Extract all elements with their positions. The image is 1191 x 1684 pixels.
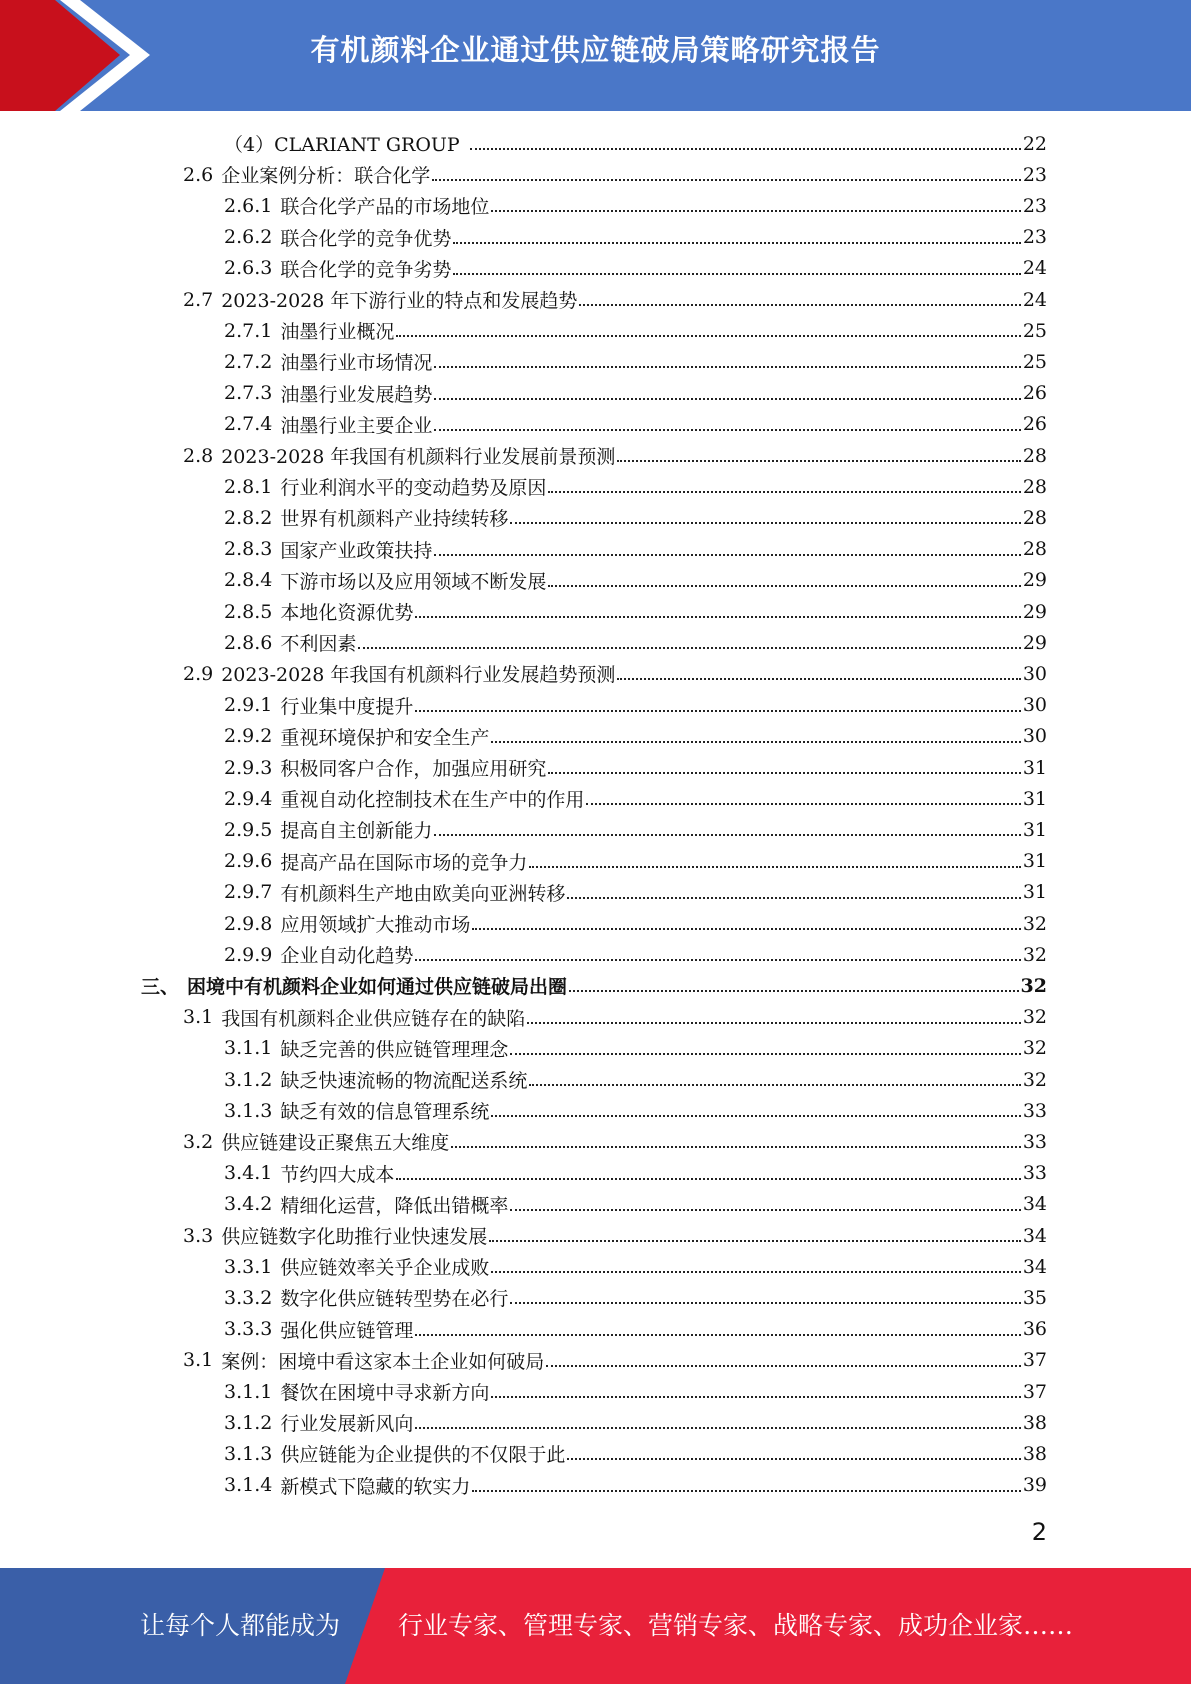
toc-dot-leader	[548, 490, 1020, 493]
toc-entry-title: 行业集中度提升	[280, 695, 414, 718]
toc-entry[interactable]	[224, 721, 1047, 752]
toc-entry-title: 企业自动化趋势	[280, 945, 414, 968]
toc-dot-leader	[472, 927, 1020, 930]
toc-entry-title: 缺乏有效的信息管理系统	[280, 1101, 490, 1124]
toc-entry-number: 2.9.9	[224, 943, 273, 966]
toc-entry-page: 25	[1022, 350, 1047, 373]
toc-entry-title: 企业案例分析：联合化学	[221, 165, 431, 188]
toc-entry[interactable]	[224, 1189, 1047, 1220]
toc-entry-title: 提高自主创新能力	[280, 820, 433, 843]
toc-entry-page: 34	[1022, 1224, 1047, 1247]
toc-entry-page: 23	[1022, 194, 1047, 217]
toc-dot-leader	[491, 1114, 1020, 1117]
toc-entry-page: 32	[1022, 1068, 1047, 1091]
toc-dot-leader	[529, 1083, 1020, 1086]
toc-entry-title: 提高产品在国际市场的竞争力	[280, 851, 528, 874]
toc-entry[interactable]	[141, 970, 1047, 1001]
toc-entry-title: 联合化学产品的市场地位	[280, 196, 490, 219]
toc-dot-leader	[489, 1239, 1021, 1242]
toc-entry[interactable]	[224, 1158, 1047, 1189]
toc-dot-leader	[358, 646, 1020, 649]
toc-entry-number: 2.8	[183, 444, 214, 467]
toc-entry-page: 35	[1022, 1286, 1047, 1309]
report-title: 有机颜料企业通过供应链破局策略研究报告	[310, 33, 881, 67]
toc-entry[interactable]	[224, 409, 1047, 440]
toc-entry[interactable]	[224, 1033, 1047, 1064]
toc-entry-page: 32	[1022, 1006, 1047, 1029]
toc-dot-leader	[415, 709, 1020, 712]
toc-entry-number: 3.1.1	[224, 1037, 273, 1060]
toc-entry-number: 2.9.1	[224, 694, 273, 717]
toc-entry-number: 3.4.2	[224, 1193, 273, 1216]
toc-entry-page: 25	[1022, 319, 1047, 342]
toc-dot-leader	[453, 272, 1020, 275]
toc-entry[interactable]	[224, 814, 1047, 845]
toc-entry-page: 37	[1022, 1349, 1047, 1372]
toc-entry-page: 32	[1022, 1037, 1047, 1060]
toc-entry-number: 2.8.3	[224, 538, 273, 561]
toc-entry[interactable]	[224, 471, 1047, 502]
toc-entry-number: 2.8.1	[224, 475, 273, 498]
toc-dot-leader	[396, 334, 1020, 337]
toc-entry-number: 2.9.4	[224, 787, 273, 810]
toc-entry[interactable]	[224, 378, 1047, 409]
toc-dot-leader	[434, 553, 1020, 556]
toc-entry-title: 困境中有机颜料企业如何通过供应链破局出圈	[187, 976, 568, 999]
toc-dot-leader	[510, 1301, 1020, 1304]
toc-entry[interactable]	[224, 627, 1047, 658]
toc-entry-number: 3.1.2	[224, 1411, 273, 1434]
toc-entry-page: 24	[1022, 288, 1047, 311]
toc-dot-leader	[434, 833, 1020, 836]
toc-entry-page: 36	[1022, 1318, 1047, 1341]
toc-entry-page: 31	[1022, 881, 1047, 904]
toc-entry[interactable]	[224, 1438, 1047, 1469]
toc-entry[interactable]	[224, 783, 1047, 814]
toc-entry-page: 33	[1022, 1099, 1047, 1122]
toc-entry-title: 有机颜料生产地由欧美向亚洲转移	[280, 882, 566, 905]
toc-entry[interactable]	[224, 565, 1047, 596]
toc-entry-page: 22	[1022, 132, 1047, 155]
toc-entry-number: 3.4.1	[224, 1162, 273, 1185]
toc-dot-leader	[548, 771, 1020, 774]
toc-entry-page: 24	[1022, 257, 1047, 280]
toc-dot-leader	[434, 428, 1020, 431]
toc-dot-leader	[415, 615, 1020, 618]
toc-entry[interactable]	[224, 253, 1047, 284]
toc-entry[interactable]	[183, 658, 1047, 689]
toc-entry-number: 2.8.4	[224, 569, 273, 592]
toc-entry-page: 28	[1022, 475, 1047, 498]
toc-entry[interactable]	[224, 222, 1047, 253]
toc-dot-leader	[527, 1021, 1021, 1024]
toc-entry-title: 缺乏快速流畅的物流配送系统	[280, 1070, 528, 1092]
toc-entry-title: 我国有机颜料企业供应链存在的缺陷	[221, 1007, 526, 1030]
toc-dot-leader	[415, 958, 1020, 961]
toc-entry-page: 32	[1022, 943, 1047, 966]
toc-entry-number: 2.7.2	[224, 350, 273, 373]
toc-entry-title: 国家产业政策扶持	[280, 539, 433, 562]
toc-entry[interactable]	[183, 284, 1047, 315]
toc-entry[interactable]	[224, 1064, 1047, 1095]
toc-dot-leader	[567, 1457, 1020, 1460]
toc-entry-number: 2.8.5	[224, 600, 273, 623]
toc-entry[interactable]	[224, 846, 1047, 877]
toc-entry-page: 31	[1022, 850, 1047, 873]
toc-entry-title: 不利因素	[280, 633, 357, 656]
toc-dot-leader	[415, 1333, 1020, 1336]
toc-entry[interactable]	[183, 1002, 1047, 1033]
toc-entry-title: 油墨行业发展趋势	[280, 383, 433, 406]
toc-entry-title: 供应链能为企业提供的不仅限于此	[280, 1444, 566, 1467]
toc-entry-title: 供应链建设正聚焦五大维度	[221, 1132, 450, 1155]
toc-dot-leader	[510, 521, 1020, 524]
toc-entry-title: 下游市场以及应用领域不断发展	[280, 570, 547, 593]
toc-entry-page: 26	[1022, 382, 1047, 405]
toc-entry-number: 3.1.4	[224, 1474, 273, 1497]
toc-entry[interactable]	[224, 190, 1047, 221]
footer-slogan-left: 让每个人都能成为	[140, 1611, 341, 1640]
toc-entry[interactable]	[224, 534, 1047, 565]
toc-entry[interactable]	[224, 1095, 1047, 1126]
toc-entry[interactable]	[224, 1376, 1047, 1407]
toc-entry-number: 3.2	[183, 1130, 214, 1153]
toc-entry[interactable]	[183, 1220, 1047, 1251]
toc-entry-title: 节约四大成本	[280, 1163, 395, 1186]
toc-dot-leader	[415, 1426, 1020, 1429]
toc-entry-number: 2.6.2	[224, 226, 273, 249]
toc-dot-leader	[470, 147, 1021, 150]
toc-dot-leader	[567, 896, 1020, 899]
toc-entry-page: 30	[1022, 694, 1047, 717]
toc-entry-title: 重视环境保护和安全生产	[280, 726, 490, 749]
toc-entry-title: 油墨行业主要企业	[280, 414, 433, 437]
toc-entry-number: 2.8.6	[224, 631, 273, 654]
toc-entry-number: 2.6.3	[224, 257, 273, 280]
toc-entry-number: 2.8.2	[224, 506, 273, 529]
toc-dot-leader	[453, 241, 1020, 244]
toc-entry-number: 2.6.1	[224, 194, 273, 217]
toc-entry-title: 油墨行业市场情况	[280, 352, 433, 375]
toc-entry-title: 供应链效率关乎企业成败	[280, 1257, 490, 1280]
toc-entry-page: 31	[1022, 787, 1047, 810]
toc-entry-number: 3.1.1	[224, 1380, 273, 1403]
toc-entry-page: 23	[1022, 226, 1047, 249]
toc-dot-leader	[396, 1177, 1020, 1180]
toc-entry[interactable]	[224, 1282, 1047, 1313]
toc-entry-page: 26	[1022, 413, 1047, 436]
toc-dot-leader	[510, 1208, 1020, 1211]
toc-entry-number: 3.3.1	[224, 1255, 273, 1278]
toc-entry-title: 供应链数字化助推行业快速发展	[221, 1226, 488, 1248]
toc-entry-page: 31	[1022, 756, 1047, 779]
toc-entry-title: 案例：困境中看这家本土企业如何破局	[221, 1350, 545, 1373]
toc-entry-page: 29	[1022, 631, 1047, 654]
toc-entry-title: 重视自动化控制技术在生产中的作用	[280, 789, 585, 812]
toc-entry-number: 2.9.8	[224, 912, 273, 935]
toc-dot-leader	[472, 1489, 1020, 1492]
toc-entry-page: 32	[1022, 912, 1047, 935]
toc-dot-leader	[491, 209, 1020, 212]
toc-entry-title: 新模式下隐藏的软实力	[280, 1475, 471, 1498]
page-number: 2	[1031, 1518, 1047, 1546]
toc-entry-page: 29	[1022, 600, 1047, 623]
toc-entry-number: 2.9.6	[224, 850, 273, 873]
toc-entry[interactable]	[224, 908, 1047, 939]
toc-dot-leader	[451, 1145, 1021, 1148]
toc-entry-title: 精细化运营，降低出错概率	[280, 1194, 509, 1217]
toc-entry-title: 2023-2028 年下游行业的特点和发展趋势	[221, 290, 578, 312]
toc-dot-leader	[579, 303, 1020, 306]
toc-dot-leader	[434, 397, 1020, 400]
page-footer	[0, 1568, 1191, 1684]
toc-entry[interactable]	[224, 1314, 1047, 1345]
toc-entry[interactable]	[224, 346, 1047, 377]
toc-entry-page: 37	[1022, 1380, 1047, 1403]
toc-dot-leader	[434, 365, 1020, 368]
toc-dot-leader	[491, 740, 1020, 743]
toc-entry-page: 38	[1022, 1442, 1047, 1465]
toc-dot-leader	[617, 677, 1020, 680]
toc-entry-number: 2.6	[183, 163, 214, 186]
toc-entry-number: 3.3	[183, 1224, 214, 1247]
toc-dot-leader	[491, 1270, 1020, 1273]
toc-entry-number: 3.1	[183, 1006, 214, 1029]
toc-entry-title: 餐饮在困境中寻求新方向	[280, 1382, 490, 1404]
toc-entry-number: 2.7.4	[224, 413, 273, 436]
toc-entry-title: 强化供应链管理	[280, 1319, 414, 1342]
toc-dot-leader	[546, 1364, 1021, 1367]
toc-entry-title: 行业利润水平的变动趋势及原因	[280, 477, 547, 500]
toc-dot-leader	[529, 865, 1020, 868]
toc-dot-leader	[510, 1052, 1020, 1055]
toc-entry-number: 3.1.2	[224, 1068, 273, 1091]
toc-entry-page: 32	[1020, 974, 1047, 997]
toc-entry[interactable]	[224, 939, 1047, 970]
toc-dot-leader	[548, 584, 1020, 587]
toc-entry-number: 2.7.1	[224, 319, 273, 342]
toc-entry-number: 2.9.5	[224, 818, 273, 841]
toc-entry[interactable]	[224, 1251, 1047, 1282]
toc-entry[interactable]	[224, 1470, 1047, 1501]
toc-entry-page: 31	[1022, 818, 1047, 841]
toc-entry-number: 3.3.2	[224, 1286, 273, 1309]
toc-entry-page: 28	[1022, 538, 1047, 561]
toc-entry-title: 2023-2028 年我国有机颜料行业发展前景预测	[221, 446, 616, 468]
toc-entry[interactable]	[183, 159, 1047, 190]
toc-entry[interactable]	[183, 440, 1047, 471]
toc-entry-page: 33	[1022, 1162, 1047, 1185]
toc-entry-number: 3.1.3	[224, 1442, 273, 1465]
toc-entry-title: 应用领域扩大推动市场	[280, 914, 471, 936]
toc-entry-page: 28	[1022, 506, 1047, 529]
toc-entry-page: 34	[1022, 1193, 1047, 1216]
toc-dot-leader	[491, 1395, 1020, 1398]
toc-entry-number: 2.7.3	[224, 382, 273, 405]
toc-entry-title: 联合化学的竞争劣势	[280, 258, 452, 281]
toc-entry[interactable]	[224, 502, 1047, 533]
toc-entry-number: 2.9.3	[224, 756, 273, 779]
toc-entry-number: 2.9.7	[224, 881, 273, 904]
toc-entry[interactable]	[224, 128, 1047, 159]
toc-entry[interactable]	[224, 1407, 1047, 1438]
toc-entry[interactable]	[224, 877, 1047, 908]
toc-entry-number: （4）CLARIANT GROUP	[224, 134, 460, 156]
toc-dot-leader	[432, 178, 1021, 181]
toc-entry-page: 38	[1022, 1411, 1047, 1434]
toc-entry-title: 油墨行业概况	[280, 321, 395, 344]
toc-entry-page: 29	[1022, 569, 1047, 592]
footer-slogan-right: 行业专家、管理专家、营销专家、战略专家、成功企业家……	[398, 1611, 1074, 1640]
toc-entry-page: 30	[1022, 725, 1047, 748]
toc-entry-page: 30	[1022, 662, 1047, 685]
toc-entry-number: 3.3.3	[224, 1318, 273, 1341]
toc-entry-title: 联合化学的竞争优势	[280, 227, 452, 250]
toc-entry-page: 34	[1022, 1255, 1047, 1278]
toc-entry-number: 2.7	[183, 288, 214, 311]
toc-entry-title: 本地化资源优势	[280, 602, 414, 624]
toc-entry-title: 缺乏完善的供应链管理理念	[280, 1038, 509, 1061]
toc-entry-title: 2023-2028 年我国有机颜料行业发展趋势预测	[221, 664, 616, 687]
toc-entry[interactable]	[183, 1345, 1047, 1376]
toc-dot-leader	[569, 989, 1019, 992]
toc-entry[interactable]	[183, 1126, 1047, 1157]
toc-entry[interactable]	[224, 752, 1047, 783]
toc-entry-page: 23	[1022, 163, 1047, 186]
toc-entry-title: 数字化供应链转型势在必行	[280, 1288, 509, 1311]
toc-entry-number: 3.1	[183, 1349, 214, 1372]
toc-entry-title: 积极同客户合作，加强应用研究	[280, 758, 547, 780]
toc-entry-number: 2.9.2	[224, 725, 273, 748]
toc-dot-leader	[617, 459, 1020, 462]
toc-entry[interactable]	[224, 596, 1047, 627]
toc-entry-page: 33	[1022, 1130, 1047, 1153]
toc-entry-title: 世界有机颜料产业持续转移	[280, 508, 509, 531]
toc-dot-leader	[586, 802, 1020, 805]
toc-entry[interactable]	[224, 690, 1047, 721]
toc-entry-number: 2.9	[183, 662, 214, 685]
toc-entry-title: 行业发展新风向	[280, 1413, 414, 1436]
page-header	[0, 0, 1191, 111]
toc-entry-page: 39	[1022, 1474, 1047, 1497]
toc-entry-page: 28	[1022, 444, 1047, 467]
toc-entry[interactable]	[224, 315, 1047, 346]
toc-entry-number: 3.1.3	[224, 1099, 273, 1122]
toc-entry-number: 三、	[141, 976, 180, 999]
